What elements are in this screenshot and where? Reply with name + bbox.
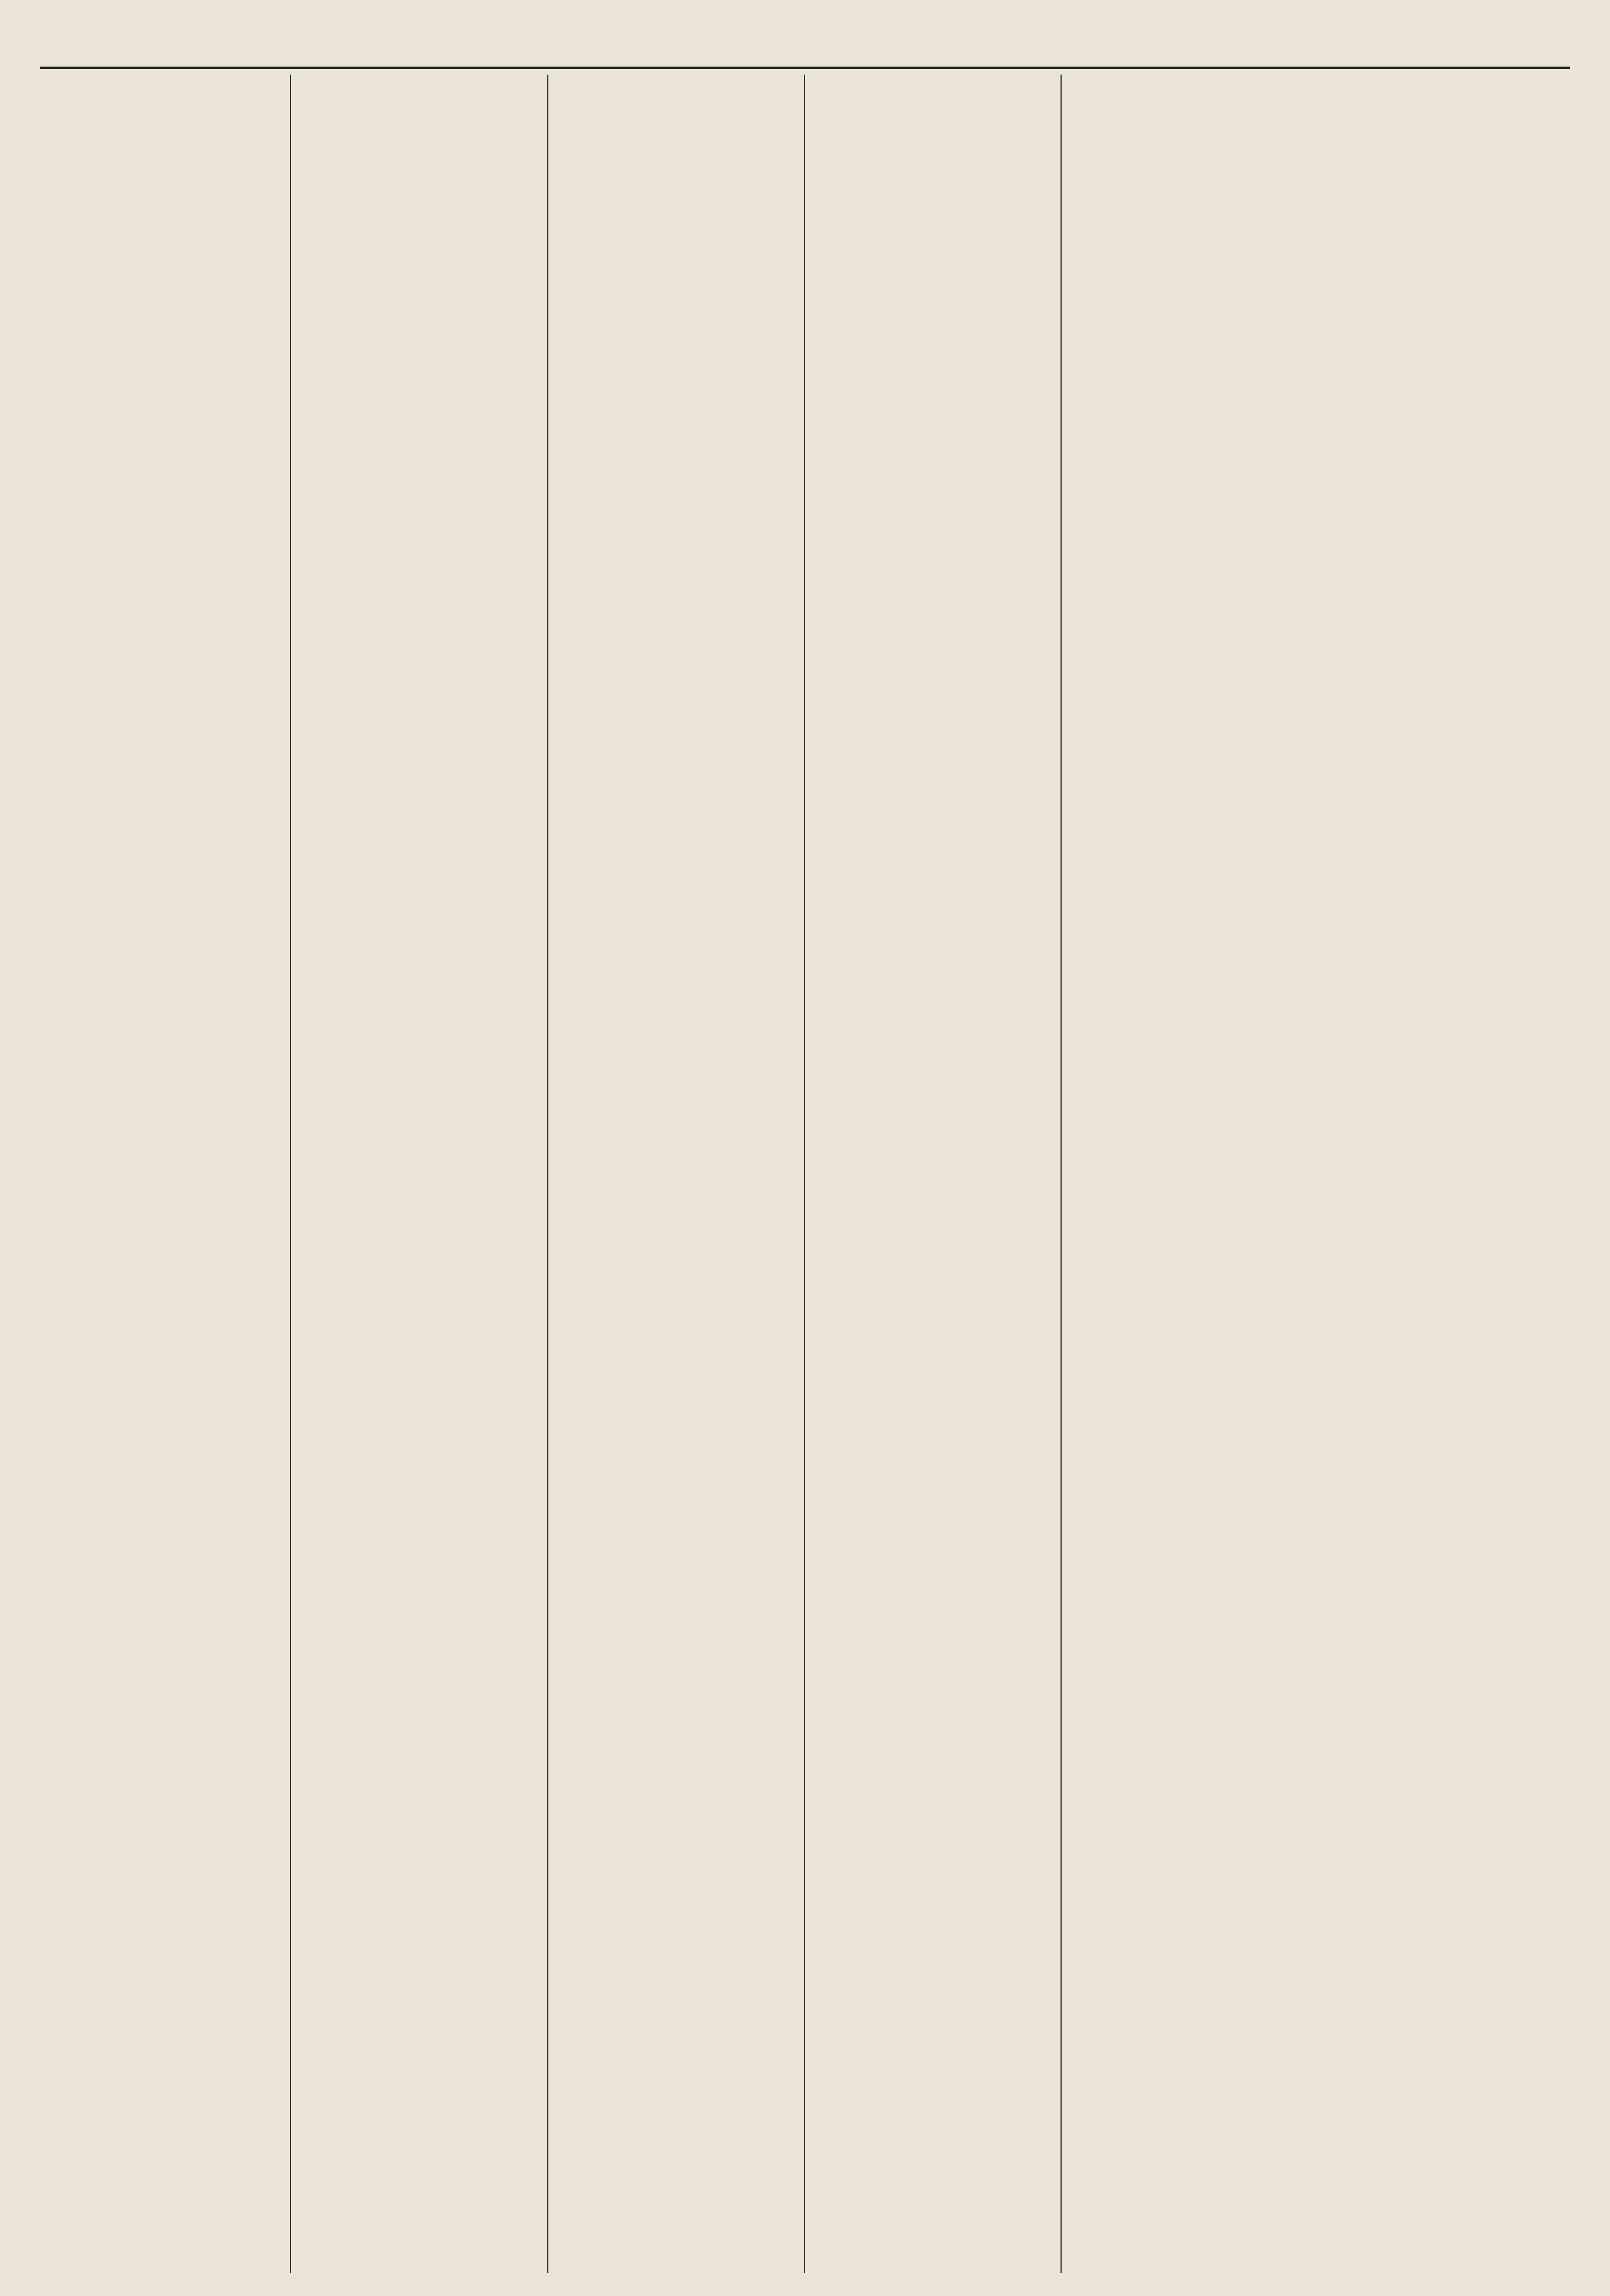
column-2 xyxy=(291,75,548,2273)
column-5 xyxy=(1062,75,1576,2273)
column-1 xyxy=(34,75,291,2273)
masthead xyxy=(40,21,1570,69)
column-4 xyxy=(805,75,1062,2273)
ad-columns xyxy=(34,75,1576,2273)
column-3 xyxy=(548,75,805,2273)
